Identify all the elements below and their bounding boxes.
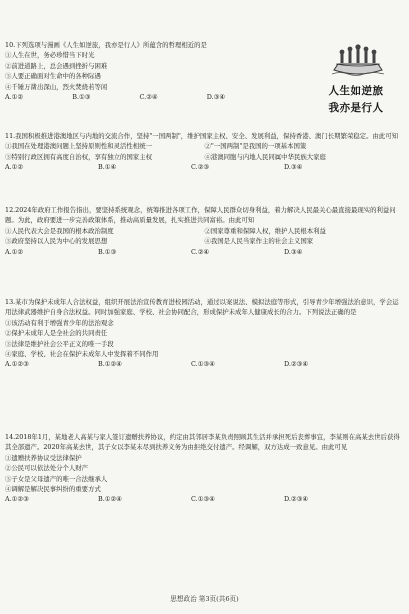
statement-1: ①人生在世，务必珍惜当下时光 — [5, 51, 95, 60]
answer-options — [5, 247, 404, 257]
option-d[interactable]: D.②③④ — [284, 360, 309, 369]
statement-3: ③人要正确面对生命中的各种际遇 — [5, 72, 101, 81]
question-stem: 13.某市为保护未成年人合法权益，组织开展法治宣传教育进校园活动，通过以案说法、模拟法庭等形式，引导青少年增强法治意识，学会运用法律武器维护自身合法权益。同时加强家庭、学校、社会协同配合，形成保护未成年人健康成长的合力。下列说法正确的是 — [5, 298, 399, 317]
option-b[interactable]: B.①③ — [98, 247, 117, 256]
answer-options — [5, 162, 404, 172]
statement-1: ①遗赠扶养协议受法律保护 — [5, 453, 82, 462]
question-10 — [5, 40, 314, 102]
option-a[interactable]: A.①② — [5, 163, 24, 172]
question-stem: 10.下列选项与漫画《人生如逆旅，我亦是行人》所蕴含的哲理相近的是 — [5, 41, 207, 49]
statement-3: ③法律是维护社会公平正义的唯一手段 — [5, 339, 114, 348]
slogan-cartoon — [312, 40, 400, 130]
option-b[interactable]: B.①②④ — [98, 495, 122, 504]
statement-4: ④家庭、学校、社会在保护未成年人中发挥着不同作用 — [5, 350, 159, 359]
page-footer: 思想政治 第3页(共6页) — [170, 595, 239, 603]
statement-4: ④我国是人民当家作主的社会主义国家 — [204, 237, 314, 246]
statement-2: ②国家尊重和保障人权，维护人民根本利益 — [204, 226, 326, 235]
option-a[interactable]: A.①② — [5, 93, 24, 102]
option-d[interactable]: D.③④ — [206, 93, 226, 102]
statement-row — [5, 236, 404, 246]
statement-3: ③特别行政区拥有高度自治权，享有独立的国家主权 — [5, 152, 152, 161]
option-c[interactable]: C.②③ — [191, 163, 210, 172]
boat-travelers-icon — [330, 40, 386, 78]
option-b[interactable]: B.①③ — [72, 93, 91, 102]
answer-options — [5, 494, 404, 504]
option-d[interactable]: D.②③④ — [284, 495, 309, 504]
option-c[interactable]: C.②④ — [191, 247, 210, 256]
option-d[interactable]: D.③④ — [284, 247, 303, 256]
slogan-line1: 人生如逆旅 — [328, 85, 384, 97]
option-a[interactable]: A.①②③ — [5, 360, 29, 369]
slogan-line2: 我亦是行人 — [328, 102, 384, 114]
option-c[interactable]: C.②④ — [139, 93, 158, 102]
question-13 — [5, 297, 404, 370]
option-c[interactable]: C.①③④ — [191, 360, 215, 369]
statement-4: ④调解是解决民事纠纷的重要方式 — [5, 485, 101, 494]
statement-row — [5, 141, 404, 151]
question-11 — [5, 131, 404, 173]
answer-options — [5, 359, 404, 369]
option-b[interactable]: B.①②④ — [98, 360, 122, 369]
question-stem: 12.2024年政府工作报告指出，要坚持系统观念，统筹推进各项工作，保障人民群众切身利益，着力解决人民最关心最直接最现实的利益问题。为此，政府要进一步完善政策体系，推动高质量发展，扎实推进共同富裕。由此可知 — [5, 206, 396, 225]
statement-row — [5, 226, 404, 236]
option-a[interactable]: A.①②③ — [5, 495, 29, 504]
question-stem: 11.我国积极推进港澳地区与内地的交流合作，坚持"一国两制"，维护国家主权、安全、发展利益，保持香港、澳门长期繁荣稳定。由此可知 — [5, 132, 399, 140]
question-12 — [5, 205, 404, 257]
statement-1: ①人民代表大会是我国的根本政治制度 — [5, 226, 114, 235]
option-c[interactable]: C.①③④ — [191, 495, 215, 504]
option-a[interactable]: A.①② — [5, 247, 24, 256]
statement-3: ③政府坚持以人民为中心的发展思想 — [5, 237, 108, 246]
statement-2: ②公民可以依法处分个人财产 — [5, 464, 89, 473]
statement-3: ③子女是父母遗产的唯一合法继承人 — [5, 474, 108, 483]
statement-row — [5, 152, 404, 162]
statement-2: ②保护未成年人是全社会的共同责任 — [5, 329, 108, 338]
statement-4: ④港澳同胞与内地人民同属中华民族大家庭 — [204, 152, 326, 161]
question-14 — [5, 432, 404, 505]
question-stem: 14.2018年1月，某地老人高某与家人签订遗赠扶养协议，约定由其邻居李某负责照顾其生活并承担死后丧葬事宜，李某则在高某去世后获得其全部遗产。2020年高某去世，其子女以李某未尽到扶养义务为由拒绝交付遗产。经调解，双方达成一致意见。由此可见 — [5, 433, 400, 452]
statement-1: ①该活动有利于增强青少年的法治观念 — [5, 318, 114, 327]
option-d[interactable]: D.③④ — [284, 163, 303, 172]
statement-2: ②"一国两制"是我国的一项基本国策 — [204, 142, 307, 151]
option-b[interactable]: B.①④ — [98, 163, 117, 172]
answer-options — [5, 92, 314, 102]
statement-2: ②前进道路上，总会遇到挫折与困难 — [5, 61, 108, 70]
statement-1: ①我国在处理港澳问题上坚持原则性和灵活性相统一 — [5, 142, 152, 151]
statement-4: ④千锤万凿出深山，烈火焚烧若等闲 — [5, 82, 108, 91]
